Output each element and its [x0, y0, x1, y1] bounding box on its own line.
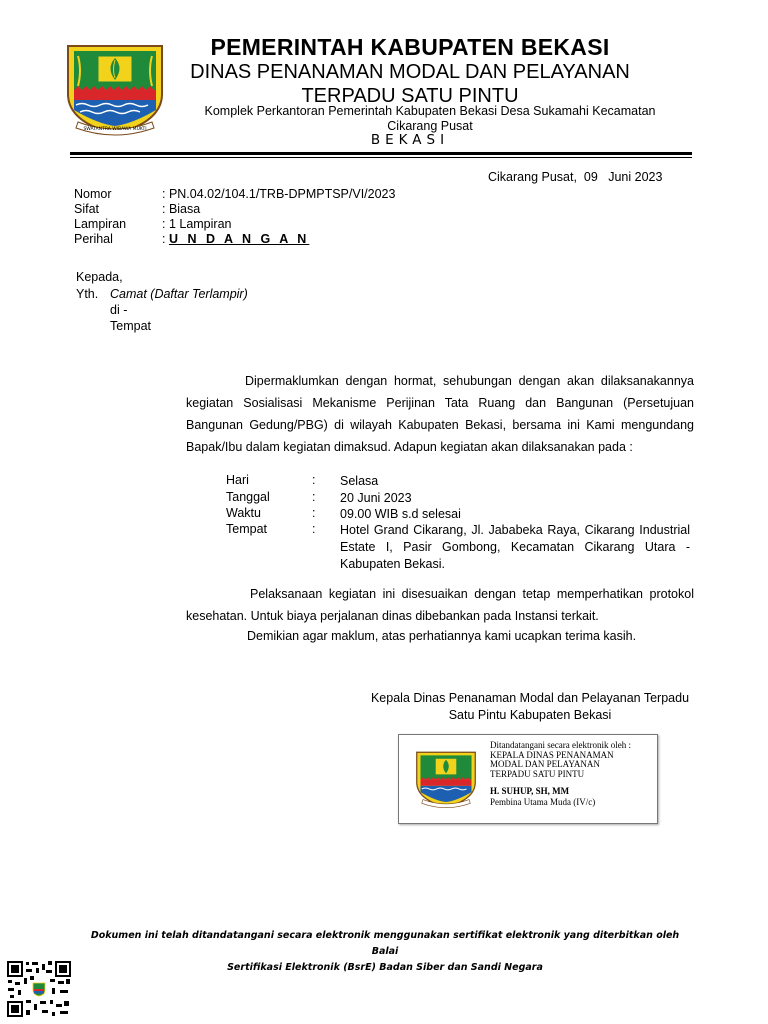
signatory-name: H. SUHUP, SH, MM [490, 786, 570, 796]
body-paragraph-2 [186, 583, 694, 627]
office-name-line2: TERPADU SATU PINTU [301, 85, 519, 107]
detail-row-waktu [226, 506, 696, 522]
body-paragraph-1 [186, 370, 694, 458]
detail-colon: : [312, 506, 316, 520]
office-city: BEKASI [370, 132, 450, 148]
signatory-title-line1: Kepala Dinas Penanaman Modal dan Pelayanan Terpadu [370, 691, 690, 705]
address-line1: Komplek Perkantoran Pemerintah Kabupaten Bekasi Desa Sukamahi Kecamatan [204, 104, 656, 118]
detail-value: 09.00 WIB s.d selesai [340, 507, 461, 521]
paragraph-line: Bapak/Ibu dalam kegiatan dimaksud. Adapun kegiatan akan dilaksanakan pada : [186, 440, 633, 454]
e-sign-note-line: TERPADU SATU PINTU [490, 768, 585, 779]
government-title: PEMERINTAH KABUPATEN BEKASI [210, 34, 610, 60]
detail-key: Hari [226, 473, 249, 487]
signatory-rank: Pembina Utama Muda (IV/c) [490, 797, 596, 807]
office-name [150, 60, 670, 108]
meta-value: : Biasa [162, 202, 201, 216]
e-sign-note-line: KEPALA DINAS PENANAMAN [490, 749, 614, 760]
office-name-line1: DINAS PENANAMAN MODAL DAN PELAYANAN [190, 61, 630, 83]
address-line2: Cikarang Pusat [387, 119, 473, 133]
detail-colon: : [312, 473, 316, 487]
recipient-di: di - [110, 303, 128, 317]
paragraph-line: Dipermaklumkan dengan hormat, sehubungan dengan akan dilaksanakannya [245, 374, 694, 388]
meta-key: Perihal [74, 232, 113, 246]
signatory-title [360, 690, 700, 724]
qr-code [6, 960, 72, 1018]
paragraph-line: kesehatan. Untuk biaya perjalanan dinas dibebankan pada Instansi terkait. [186, 609, 599, 623]
meta-value [162, 232, 309, 247]
recipient-yth: Yth. [76, 287, 99, 301]
letter-date [488, 170, 662, 185]
meta-colon: : [162, 232, 166, 246]
detail-value: Hotel Grand Cikarang, Jl. Jababeka Raya, Cikarang Industrial Estate I, Pasir Gombong, Kecamatan Cikarang Utara - Kabupaten Bekasi. [340, 523, 690, 571]
meta-key: Lampiran [74, 217, 127, 231]
detail-key: Tanggal [226, 490, 270, 504]
detail-key: Tempat [226, 522, 267, 536]
letterhead-rule-thick [70, 152, 692, 155]
meta-value: : PN.04.02/104.1/TRB-DPMPTSP/VI/2023 [162, 187, 396, 201]
meta-key: Sifat [74, 202, 100, 216]
signatory-title-line2: Satu Pintu Kabupaten Bekasi [448, 708, 612, 722]
logo-motto: SWATANTRA WIBAWA MUKTI [83, 127, 147, 132]
e-sign-note [490, 741, 631, 779]
recipient-tempat: Tempat [110, 319, 151, 333]
date-day: 09 [583, 170, 598, 184]
detail-value: Selasa [340, 474, 379, 488]
detail-colon: : [312, 522, 316, 536]
date-month-year: Juni 2023 [608, 170, 663, 184]
paragraph-line: Bangunan Gedung/PBG) di wilayah Kabupaten Bekasi, bersama ini Kami mengundang [186, 418, 694, 432]
office-address [165, 104, 695, 134]
e-sign-note-line: Ditandatangani secara elektronik oleh : [490, 740, 631, 750]
recipient-name: Camat (Daftar Terlampir) [110, 287, 248, 301]
letterhead-rule-thin [70, 157, 692, 158]
paragraph-line: Pelaksanaan kegiatan ini disesuaikan dengan tetap memperhatikan protokol [250, 587, 694, 601]
detail-value: 20 Juni 2023 [340, 491, 412, 505]
paragraph-line: kegiatan Sosialisasi Mekanisme Perijinan Tata Ruang dan Bangunan (Persetujuan [186, 396, 694, 410]
detail-key: Waktu [226, 506, 261, 520]
detail-row-tempat [226, 522, 696, 574]
detail-colon: : [312, 490, 316, 504]
meta-value: : 1 Lampiran [162, 217, 232, 231]
subject-undangan: U N D A N G A N [168, 232, 310, 246]
detail-row-tanggal [226, 490, 696, 506]
signature-logo-icon [413, 744, 479, 814]
detail-row-hari [226, 473, 696, 489]
footer-line1: Dokumen ini telah ditandatangani secara elektronik menggunakan sertifikat elektronik yang diterbitkan oleh Balai [90, 930, 680, 957]
electronic-signature-box [398, 734, 658, 824]
e-sign-note-line: MODAL DAN PELAYANAN [490, 759, 600, 769]
date-place: Cikarang Pusat, [488, 170, 577, 184]
recipient-kepada: Kepada, [76, 270, 123, 284]
footer-line2: Sertifikasi Elektronik (BsrE) Badan Siber dan Sandi Negara [227, 962, 543, 973]
footer-e-sign-statement [90, 928, 680, 976]
body-paragraph-3: Demikian agar maklum, atas perhatiannya kami ucapkan terima kasih. [247, 629, 637, 643]
meta-key: Nomor [74, 187, 112, 201]
